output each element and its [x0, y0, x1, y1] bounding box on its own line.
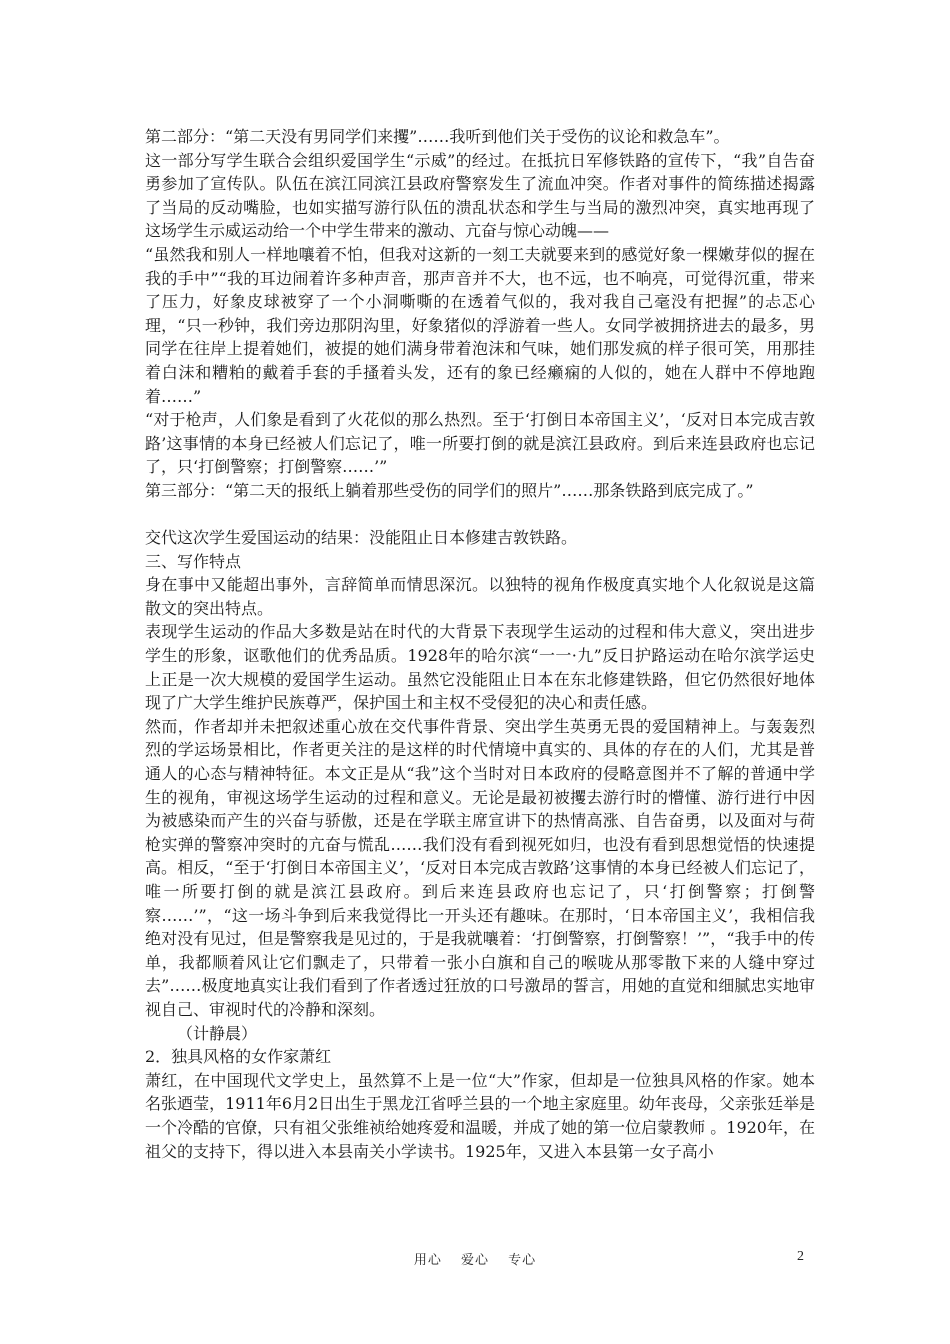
paragraph: 表现学生运动的作品大多数是站在时代的大背景下表现学生运动的过程和伟大意义，突出进步学生的形象，讴歌他们的优秀品质。1928年的哈尔滨“一一·九”反日护路运动在哈尔滨学运史上正是一次大规模的爱国学生运动。虽然它没能阻止日本在东北修建铁路，但它仍然很好地体现了广大学生维护民族尊严，保护国土和主权不受侵犯的决心和责任感。: [145, 622, 815, 713]
paragraph: 身在事中又能超出事外，言辞简单而情思深沉。以独特的视角作极度真实地个人化叙说是这篇散文的突出特点。: [145, 575, 815, 618]
paragraph: 这一部分写学生联合会组织爱国学生“示威”的经过。在抵抗日军修铁路的宣传下，“我”自告奋勇参加了宣传队。队伍在滨江同滨江县政府警察发生了流血冲突。作者对事件的简练描述揭露了当局的反动嘴脸，也如实描写游行队伍的溃乱状态和学生与当局的激烈冲突，真实地再现了这场学生示威运动给一个中学生带来的激动、亢奋与惊心动魄——: [145, 150, 815, 241]
section-heading: 三、写作特点: [145, 551, 242, 571]
paragraph: 交代这次学生爱国运动的结果：没能阻止日本修建吉敦铁路。: [145, 528, 578, 548]
paragraph: 第二部分：“第二天没有男同学们来攫”……我听到他们关于受伤的议论和救急车”。: [145, 127, 730, 146]
paragraph: 萧红，在中国现代文学史上，虽然算不上是一位“大”作家，但却是一位独具风格的作家。她本名张迺莹，1911年6月2日出生于黑龙江省呼兰县的一个地主家庭里。幼年丧母，父亲张廷举是一个冷酷的官僚，只有祖父张维祯给她疼爱和温暖，并成了她的第一位启蒙教师 。1920年，在祖父的支持下，得以进入本县南关小学读书。1925年，又进入本县第一女子高小: [145, 1070, 815, 1161]
page-footer: [0, 1249, 950, 1273]
paragraph: 第三部分：“第二天的报纸上躺着那些受伤的同学们的照片”……那条铁路到底完成了。”: [145, 480, 754, 500]
paragraph: “虽然我和别人一样地嚷着不怕，但我对这新的一刻工夫就要来到的感觉好象一棵嫩芽似的握在我的手中”“我的耳边闹着许多种声音，那声音并不大，也不远，也不响亮，可觉得沉重，带来了压力，好象皮球被穿了一个小洞嘶嘶的在透着气似的，我对我自己毫没有把握”的忐忑心理，“只一秒钟，我们旁边那阴沟里，好象猪似的浮游着一些人。女同学被拥挤进去的最多，男同学在往岸上提着她们，被提的她们满身带着泡沫和气味，她们那发疯的样子很可笑，用那挂着白沫和糟粕的戴着手套的手搔着头发，还有的象已经癞痫的人似的，她在人群中不停地跑着……”: [145, 244, 815, 406]
section-heading: 2．独具风格的女作家萧红: [145, 1047, 332, 1067]
paragraph: 然而，作者却并未把叙述重心放在交代事件背景、突出学生英勇无畏的爱国精神上。与轰轰烈烈的学运场景相比，作者更关注的是这样的时代情境中真实的、具体的存在的人们，尤其是普通人的心态与精神特征。本文正是从“我”这个当时对日本政府的侵略意图并不了解的普通中学生的视角，审视这场学生运动的过程和意义。无论是最初被攫去游行时的懵懂、游行进行中因为被感染而产生的兴奋与骄傲，还是在学联主席宣讲下的热情高涨、自告奋勇，以及面对与荷枪实弹的警察冲突时的亢奋与慌乱……我们没有看到视死如归，也没有看到思想觉悟的快速提高。相反，“至于‘打倒日本帝国主义’，‘反对日本完成吉敦路’这事情的本身已经被人们忘记了，唯一所要打倒的就是滨江县政府。到后来连县政府也忘记了，只‘打倒警察；打倒警察……’”，“这一场斗争到后来我觉得比一开头还有趣味。在那时，‘日本帝国主义’，我相信我绝对没有见过，但是警察我是见过的，于是我就嚷着：‘打倒警察，打倒警察！’”，“我手中的传单，我都顺着风让它们飘走了，只带着一张小白旗和自己的喉咙从那零散下来的人缝中穿过去”……极度地真实让我们看到了作者透过狂放的口号激昂的誓言，用她的直觉和细腻忠实地审视自己、审视时代的冷静和深刻。: [145, 716, 815, 1019]
page-number: 2: [797, 1249, 804, 1264]
document-body: [145, 125, 815, 1163]
footer-motto: 用心 爱心 专心: [413, 1253, 537, 1268]
paragraph: “对于枪声，人们象是看到了火花似的那么热烈。至于‘打倒日本帝国主义’，‘反对日本完成吉敦路’这事情的本身已经被人们忘记了，唯一所要打倒的就是滨江县政府。到后来连县政府也忘记了，只‘打倒警察；打倒警察……’”: [145, 410, 815, 477]
blank-line: [145, 503, 815, 527]
author-attribution: （计静晨）: [177, 1023, 258, 1043]
